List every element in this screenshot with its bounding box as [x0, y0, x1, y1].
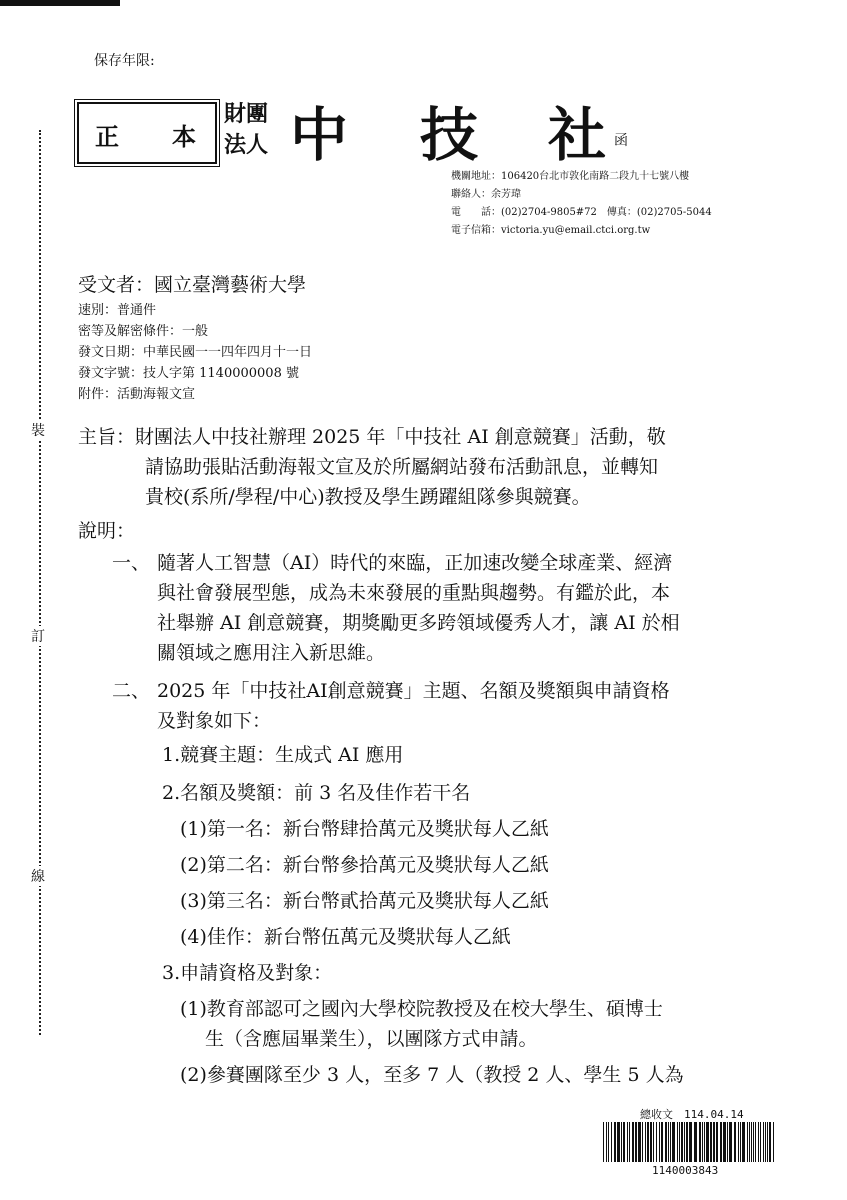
recipient-line: 受文者：國立臺灣藝術大學 [78, 274, 307, 296]
binding-mark-1: 裝 [31, 420, 45, 440]
receipt-stamp: 總收文 114.04.14 [640, 1108, 744, 1121]
meta-date: 發文日期：中華民國一一四年四月十一日 [78, 345, 313, 360]
awards-heading: 2.名額及獎額：前 3 名及佳作若干名 [162, 782, 471, 804]
binding-mark-3: 線 [31, 866, 45, 886]
competition-theme: 1.競賽主題：生成式 AI 應用 [162, 744, 404, 766]
binding-dotted-line [39, 130, 41, 1035]
subject-line-3: 貴校(系所/學程/中心)教授及學生踴躍組隊參與競賽。 [145, 486, 591, 508]
prize-first: (1)第一名：新台幣肆拾萬元及獎狀每人乙紙 [180, 818, 549, 840]
org-type-line2: 法人 [224, 132, 269, 158]
barcode-number: 1140003843 [652, 1164, 719, 1177]
paragraph-1-line-3: 社舉辦 AI 創意競賽，期獎勵更多跨領域優秀人才，讓 AI 於相 [157, 612, 680, 634]
subject-line-1: 主旨：財團法人中技社辦理 2025 年「中技社 AI 創意競賽」活動，敬 [78, 426, 666, 448]
prize-third: (3)第三名：新台幣貳拾萬元及獎狀每人乙紙 [180, 890, 549, 912]
paragraph-1-line-2: 與社會發展型態，成為未來發展的重點與趨勢。有鑑於此，本 [157, 582, 671, 604]
eligibility-item-1-line-2: 生（含應屆畢業生），以團隊方式申請。 [205, 1028, 538, 1050]
document-type-label: 函 [614, 133, 628, 149]
barcode-image [603, 1122, 775, 1162]
contact-address: 機關地址：106420台北市敦化南路二段九十七號八樓 [451, 171, 690, 182]
paragraph-1-line-1: 隨著人工智慧（AI）時代的來臨，正加速改變全球產業、經濟 [157, 552, 673, 574]
paragraph-2-line-1: 2025 年「中技社AI創意競賽」主題、名額及獎額與申請資格 [157, 680, 670, 702]
meta-attachment: 附件：活動海報文宣 [78, 387, 196, 402]
paragraph-2-line-2: 及對象如下： [157, 710, 272, 732]
contact-person: 聯絡人：余芳瑋 [451, 189, 521, 200]
explanation-heading: 說明： [78, 520, 136, 542]
binding-mark-2: 訂 [31, 626, 45, 646]
paragraph-1-number: 一、 [112, 552, 151, 574]
eligibility-item-2: (2)參賽團隊至少 3 人，至多 7 人（教授 2 人、學生 5 人為 [180, 1064, 684, 1086]
stamp-text-right: 本 [172, 122, 196, 151]
org-name-char-1: 中 [290, 101, 349, 169]
meta-speed: 速別：普通件 [78, 303, 157, 318]
paragraph-2-number: 二、 [112, 680, 151, 702]
meta-document-number: 發文字號：技人字第 1140000008 號 [78, 366, 299, 381]
prize-second: (2)第二名：新台幣參拾萬元及獎狀每人乙紙 [180, 854, 549, 876]
eligibility-heading: 3.申請資格及對象： [162, 962, 333, 984]
top-border-mark [0, 0, 120, 6]
prize-honorable-mention: (4)佳作：新台幣伍萬元及獎狀每人乙紙 [180, 926, 511, 948]
org-name-char-3: 社 [548, 101, 607, 169]
contact-phone-fax: 電 話：(02)2704-9805#72 傳真：(02)2705-5044 [451, 207, 712, 218]
meta-classification: 密等及解密條件：一般 [78, 324, 209, 339]
paragraph-1-line-4: 關領域之應用注入新思維。 [157, 642, 386, 664]
org-type-line1: 財團 [224, 101, 269, 127]
contact-email: 電子信箱：victoria.yu@email.ctci.org.tw [451, 225, 651, 236]
eligibility-item-1-line-1: (1)教育部認可之國內大學校院教授及在校大學生、碩博士 [180, 998, 663, 1020]
stamp-text-left: 正 [95, 122, 119, 151]
org-name-char-2: 技 [420, 101, 479, 169]
subject-line-2: 請協助張貼活動海報文宣及於所屬網站發布活動訊息，並轉知 [145, 456, 659, 478]
retention-period-label: 保存年限: [94, 53, 155, 69]
